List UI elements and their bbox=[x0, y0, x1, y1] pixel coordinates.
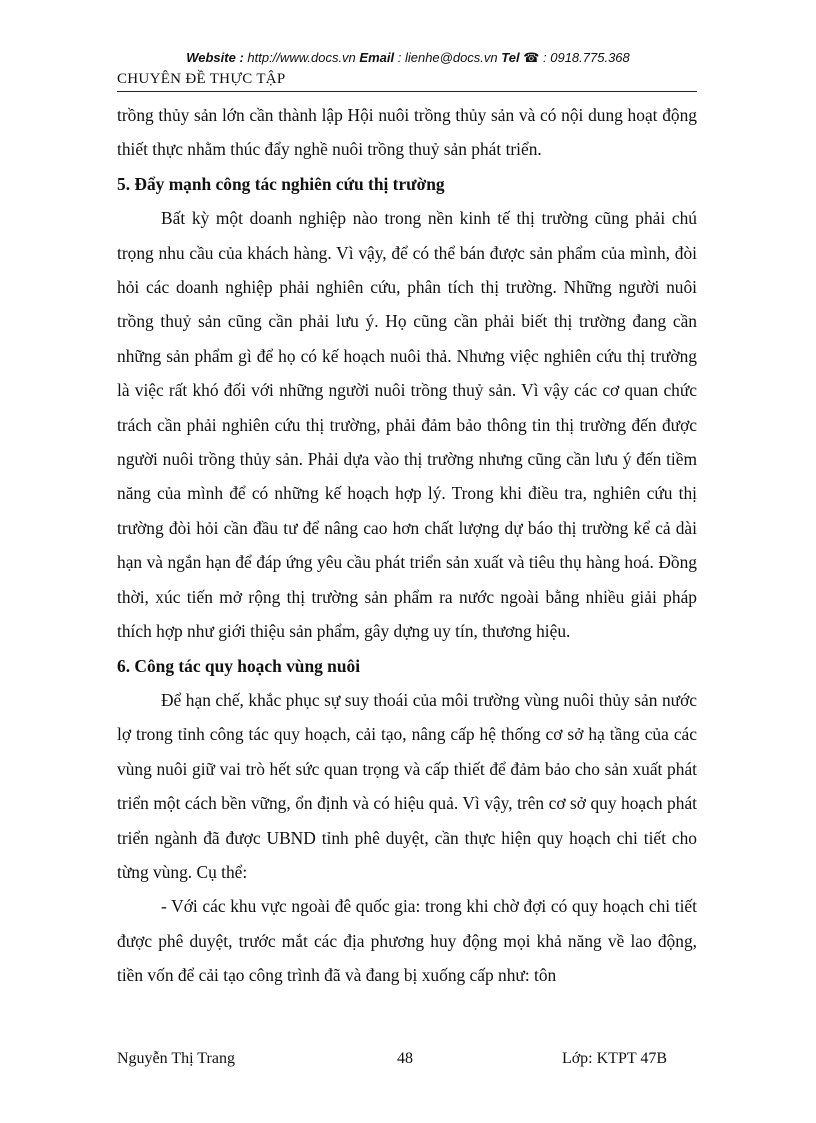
paragraph-outer-dike: - Với các khu vực ngoài đê quốc gia: trong khi chờ đợi có quy hoạch chi tiết được phê duyệt, trước mắt các địa phương huy động mọi khả năng về lao động, tiền vốn để cải tạo công trình đã và đang bị xuống cấp như: tôn bbox=[117, 896, 697, 986]
paragraph-zoning: Để hạn chế, khắc phục sự suy thoái của môi trường vùng nuôi thủy sản nước lợ trong tỉnh công tác quy hoạch, cải tạo, nâng cấp hệ thống cơ sở hạ tầng của các vùng nuôi giữ vai trò hết sức quan trọng và cấp thiết để đảm bảo cho sản xuất phát triển một cách bền vững, ổn định và có hiệu quả. Vì vậy, trên cơ sở quy hoạch phát triển ngành đã được UBND tỉnh phê duyệt, cần thực hiện quy hoạch chi tiết cho từng vùng. Cụ thể: bbox=[117, 689, 697, 882]
section-heading-6: 6. Công tác quy hoạch vùng nuôi bbox=[117, 655, 361, 676]
chapter-title: CHUYÊN ĐỀ THỰC TẬP bbox=[117, 71, 697, 92]
page-number: 48 bbox=[397, 1050, 413, 1067]
website-label: Website : bbox=[186, 50, 244, 65]
document-body bbox=[117, 98, 697, 993]
email-label: Email bbox=[359, 50, 395, 65]
website-url[interactable]: http://www.docs.vn bbox=[247, 50, 356, 65]
email-address[interactable]: : lienhe@docs.vn bbox=[397, 50, 498, 65]
page-footer bbox=[117, 1050, 697, 1072]
footer-class: Lớp: KTPT 47B bbox=[561, 1050, 667, 1067]
site-header bbox=[0, 50, 816, 66]
paragraph-continuation: trồng thủy sản lớn cần thành lập Hội nuôi trồng thủy sản và có nội dung hoạt động thiết thực nhằm thúc đẩy nghề nuôi trồng thuỷ sản phát triển. bbox=[117, 105, 697, 160]
footer-author: Nguyễn Thị Trang bbox=[117, 1050, 235, 1067]
section-heading-5: 5. Đẩy mạnh công tác nghiên cứu thị trường bbox=[117, 173, 445, 194]
paragraph-market-research: Bất kỳ một doanh nghiệp nào trong nền kinh tế thị trường cũng phải chú trọng nhu cầu của khách hàng. Vì vậy, để có thể bán được sản phẩm của mình, đòi hỏi các doanh nghiệp phải nghiên cứu, phân tích thị trường. Những người nuôi trồng thuỷ sản cũng cần phải lưu ý. Họ cũng cần phải biết thị trường đang cần những sản phẩm gì để họ có kế hoạch nuôi thả. Nhưng việc nghiên cứu thị trường là việc rất khó đối với những người nuôi trồng thuỷ sản. Vì vậy các cơ quan chức trách cần phải nghiên cứu thị trường, phải đảm bảo thông tin thị trường đến được người nuôi trồng thủy sản. Phải dựa vào thị trường nhưng cũng cần lưu ý đến tiềm năng của mình để có những kế hoạch hợp lý. Trong khi điều tra, nghiên cứu thị trường đòi hỏi cần đầu tư để nâng cao hơn chất lượng dự báo thị trường kể cả dài hạn và ngắn hạn để đáp ứng yêu cầu phát triển sản xuất và tiêu thụ hàng hoá. Đồng thời, xúc tiến mở rộng thị trường sản phẩm ra nước ngoài bằng nhiều giải pháp thích hợp như giới thiệu sản phẩm, gây dựng uy tín, thương hiệu. bbox=[117, 208, 697, 642]
phone-number: : 0918.775.368 bbox=[543, 50, 630, 65]
phone-label: Tel ☎ bbox=[501, 50, 540, 65]
